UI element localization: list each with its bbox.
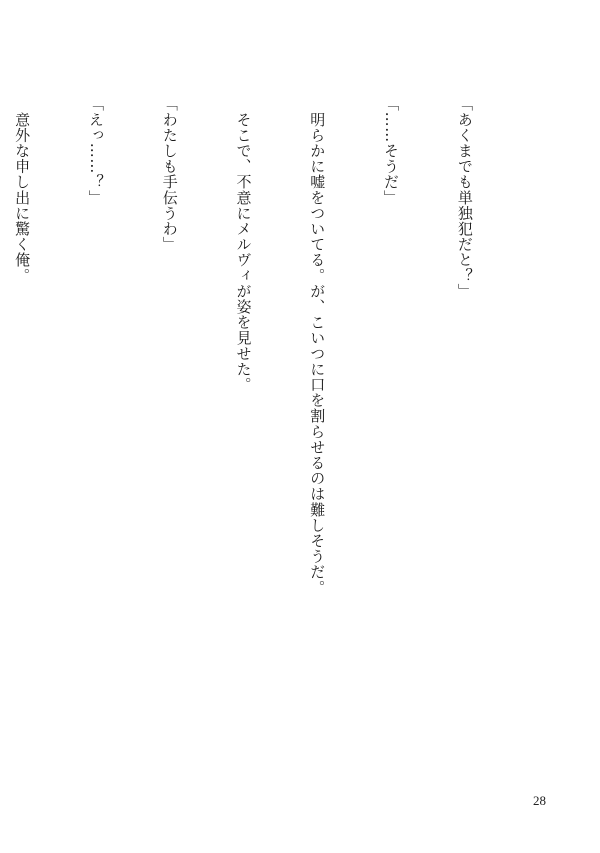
text-line: 「わたしも手伝うわ」 [160,96,179,252]
text-line: 意外な申し出に驚く俺。 [13,96,32,284]
text-line: 「……そうだ」 [382,96,401,206]
text-line: 明らかに嘘をついてる。が、こいつに口を割らせるのは難しそうだ。 [308,96,327,596]
page-number: 28 [533,793,546,808]
text-line: 「あくまでも単独犯だと？」 [455,96,474,299]
text-line: 「えっ……？」 [86,96,105,206]
text-line: そこで、不意にメルヴィが姿を見せた。 [234,96,253,393]
vertical-text-body [0,96,526,706]
